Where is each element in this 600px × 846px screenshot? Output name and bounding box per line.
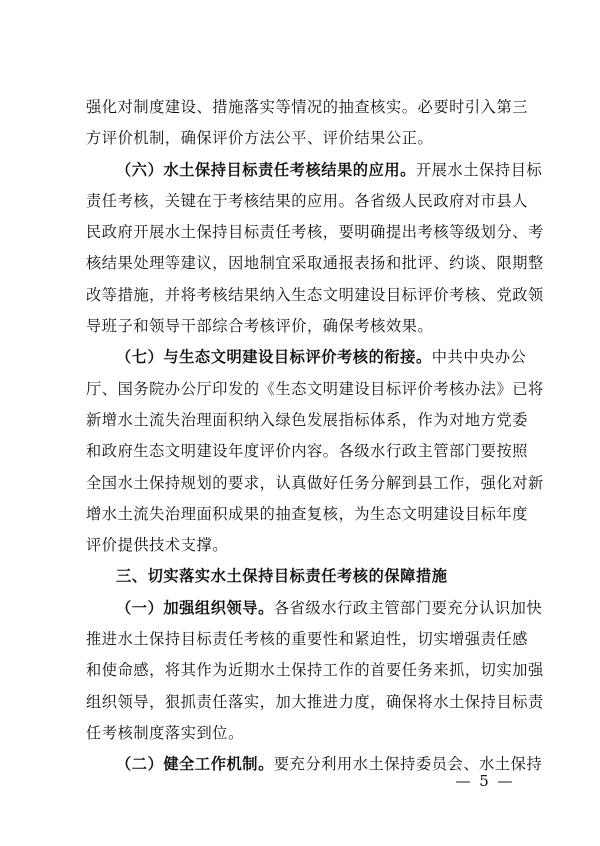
line-text: 厅、国务院办公厅印发的《生态文明建设目标评价考核办法》已将 (86, 379, 544, 398)
section-heading-text: 三、切实落实水土保持目标责任考核的保障措施 (116, 567, 448, 586)
line-text: 责任考核，关键在于考核结果的应用。各省级人民政府对市县人 (86, 191, 529, 210)
line-text: 组织领导，狠抓责任落实，加大推进力度，确保将水土保持目标责 (86, 692, 544, 711)
subheading-2: （二）健全工作机制。 (116, 755, 274, 774)
line-text: 方评价机制，确保评价方法公平、评价结果公正。 (86, 129, 434, 148)
text-line (86, 123, 516, 154)
line-text: 和使命感，将其作为近期水土保持工作的首要任务来抓，切实加强 (86, 661, 544, 680)
line-text: 全国水土保持规划的要求，认真做好任务分解到县工作，强化对新 (86, 473, 544, 492)
line-text: 各省级水行政主管部门要充分认识加快 (273, 598, 543, 617)
text-line (86, 217, 544, 248)
line-text: 强化对制度建设、措施落实等情况的抽查核实。必要时引入第三 (86, 98, 529, 116)
line-text: 评价提供技术支撑。 (86, 536, 229, 555)
line-text: 推进水土保持目标责任考核的重要性和紧迫性，切实增强责任感 (86, 630, 529, 649)
text-line (86, 499, 529, 530)
line-text: 改等措施，并将考核结果纳入生态文明建设目标评价考核、党政领 (86, 285, 544, 304)
text-line (86, 311, 516, 342)
subheading-line-1 (86, 593, 543, 624)
line-text: 任考核制度落实到位。 (86, 723, 244, 742)
text-line (86, 92, 529, 123)
text-line (86, 186, 529, 217)
text-line (86, 248, 544, 279)
line-text: 中共中央办公 (431, 348, 527, 367)
body-text (86, 92, 544, 781)
subheading-7: （七）与生态文明建设目标评价考核的衔接。 (116, 348, 432, 367)
line-text: 开展水土保持目标 (415, 160, 543, 179)
line-text: 和政府生态文明建设年度评价内容。各级水行政主管部门要按照 (86, 442, 529, 461)
subheading-line-7 (86, 342, 527, 373)
line-text: 导班子和领导干部综合考核评价，确保考核效果。 (86, 317, 434, 336)
text-line (86, 718, 516, 749)
subheading-1: （一）加强组织领导。 (116, 598, 274, 617)
text-line (86, 687, 544, 718)
line-text: 增水土流失治理面积成果的抽查复核，为生态文明建设目标年度 (86, 504, 529, 523)
text-line (86, 624, 529, 655)
text-line (86, 280, 544, 311)
page-number: — 5 — (455, 772, 515, 790)
line-text: 要充分利用水土保持委员会、水土保持 (273, 755, 543, 774)
text-line (86, 374, 544, 405)
line-text: 民政府开展水土保持目标责任考核，要明确提出考核等级划分、考 (86, 223, 544, 242)
text-line (86, 655, 544, 686)
text-line (86, 530, 516, 561)
line-text: 新增水土流失治理面积纳入绿色发展指标体系，作为对地方党委 (86, 410, 529, 429)
section-heading-3 (86, 561, 516, 592)
text-line (86, 405, 529, 436)
subheading-line-6 (86, 155, 543, 186)
text-line (86, 436, 529, 467)
line-text: 核结果处理等建议，因地制宜采取通报表扬和批评、约谈、限期整 (86, 254, 544, 273)
text-line (86, 468, 544, 499)
subheading-6: （六）水土保持目标责任考核结果的应用。 (116, 160, 416, 179)
